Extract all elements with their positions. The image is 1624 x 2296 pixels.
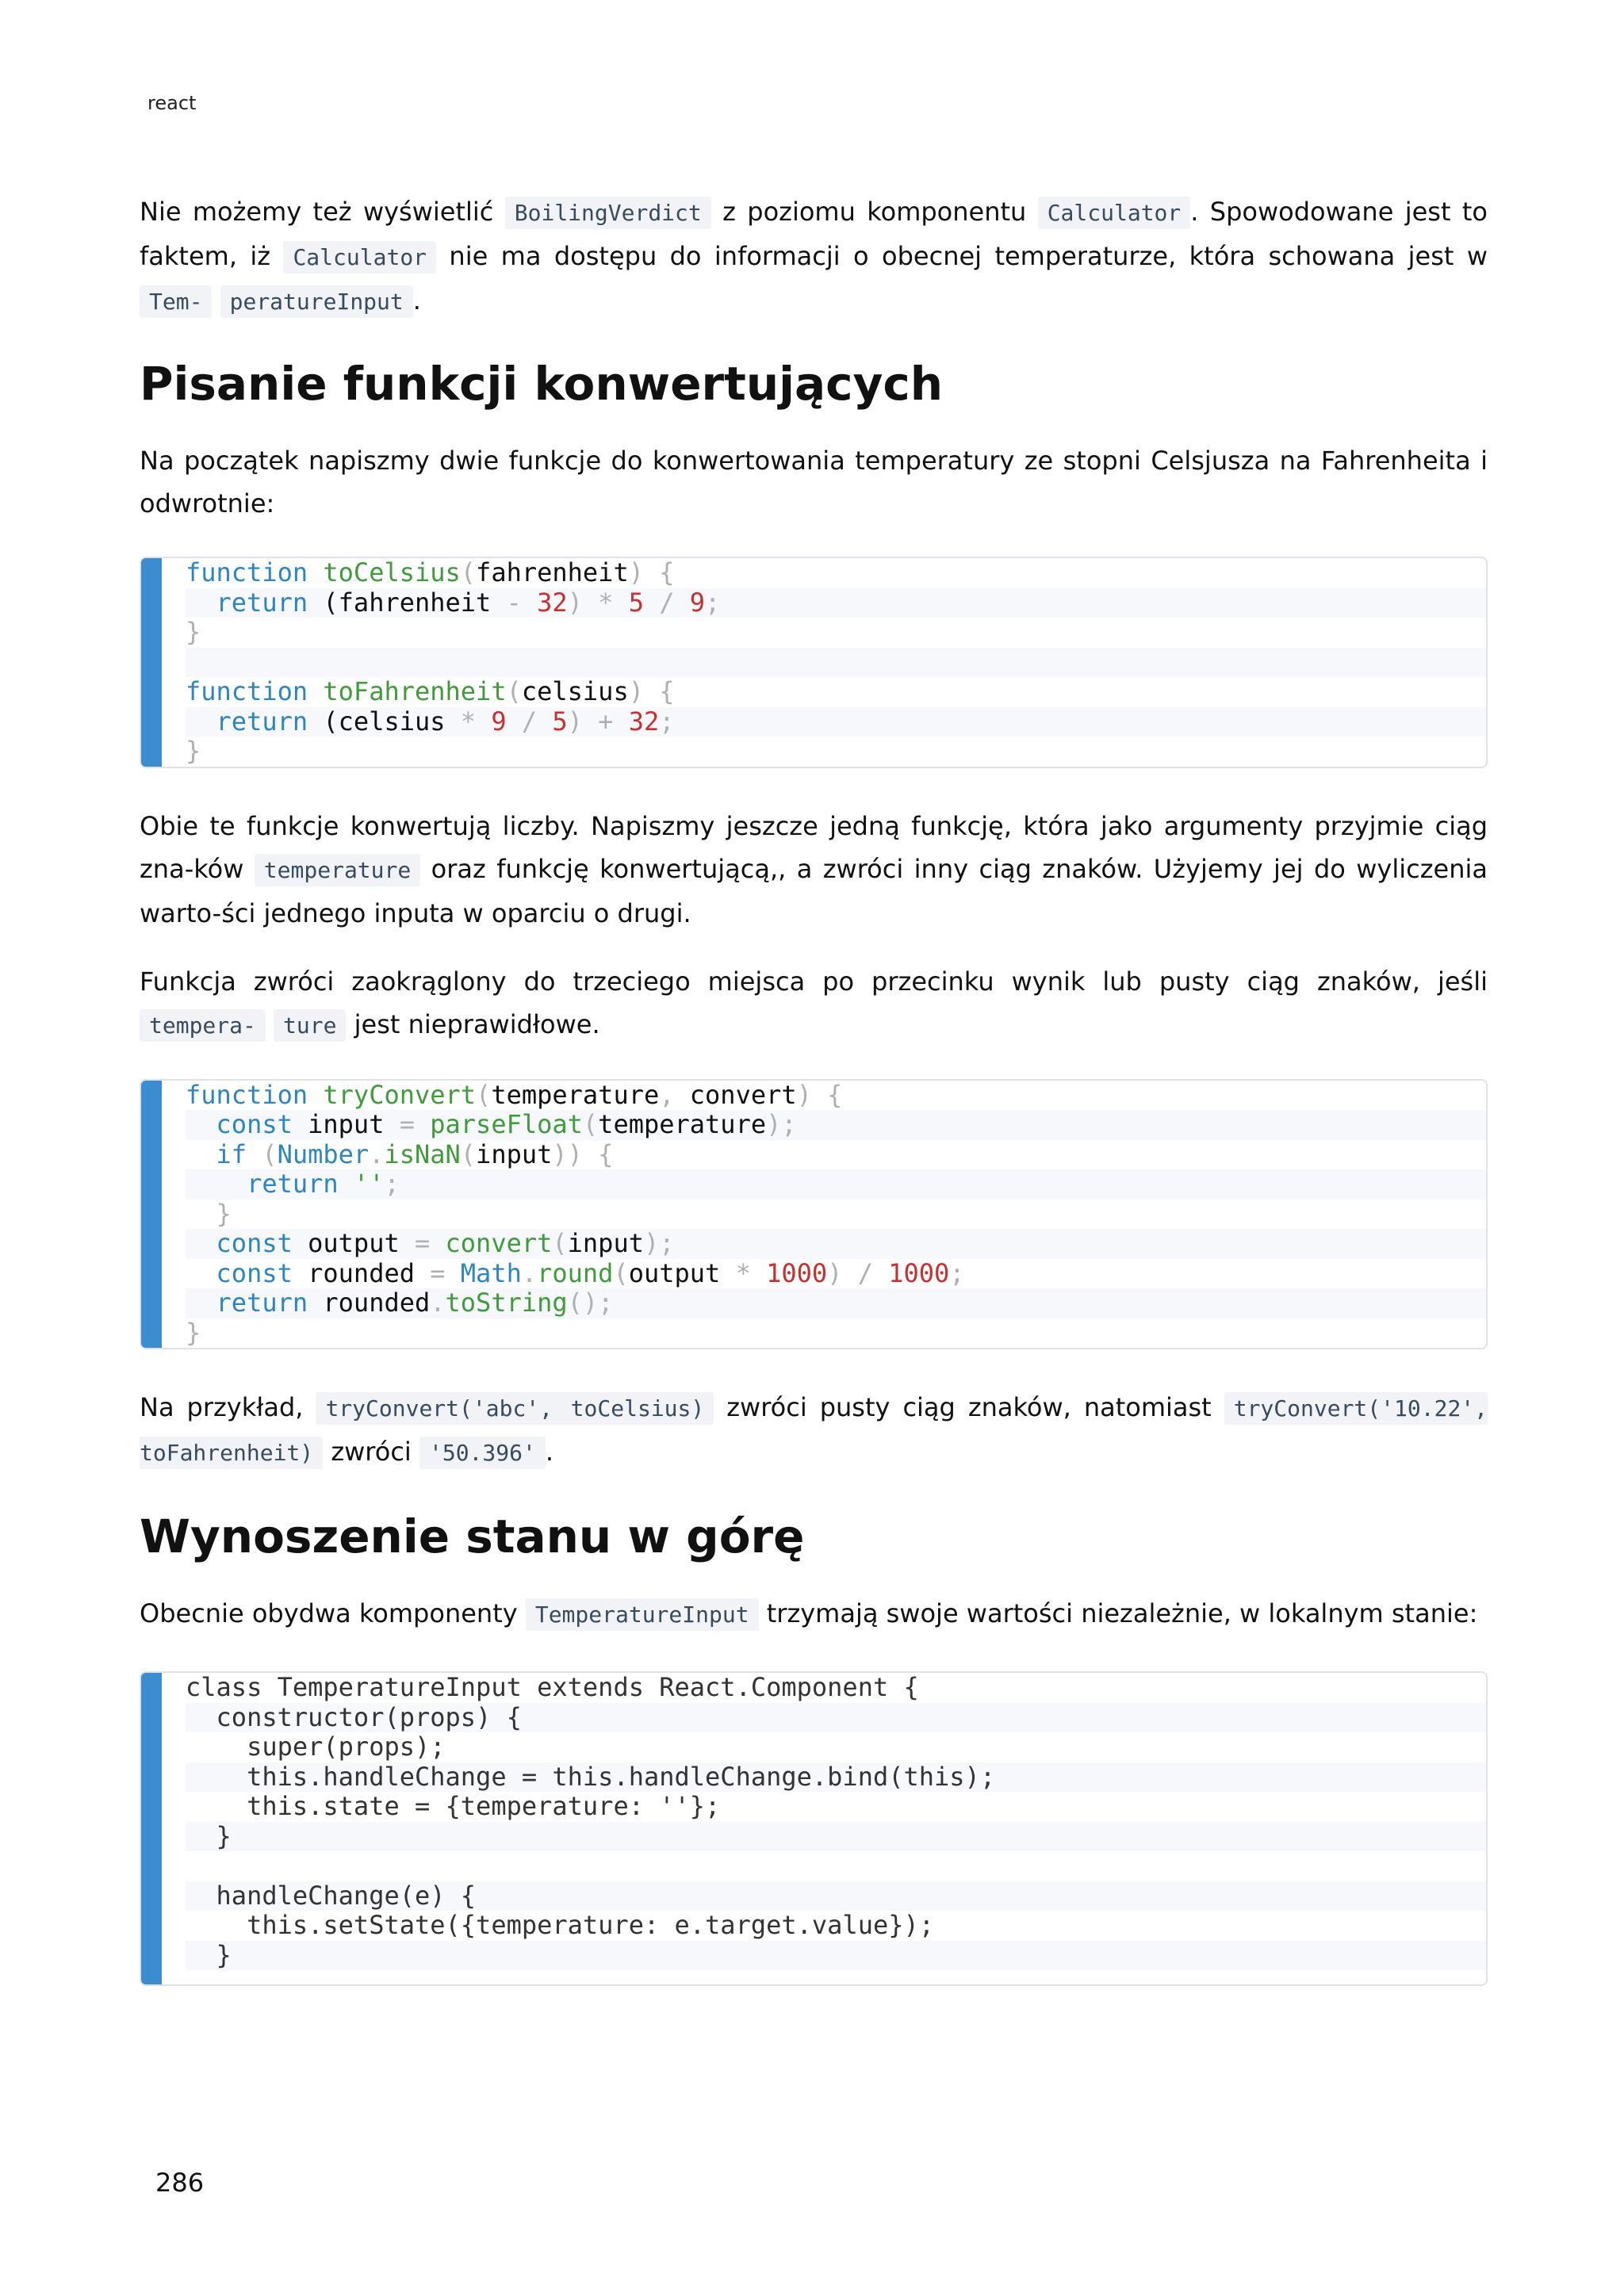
text: Obecnie obydwa komponenty: [140, 1598, 526, 1628]
code-block-temperature-input: [140, 1671, 1488, 1986]
code-line: }: [216, 1198, 232, 1229]
code-line: const input = parseFloat(temperature);: [186, 1110, 1486, 1140]
text: trzymają swoje wartości niezależnie, w lokalnym stanie:: [758, 1598, 1478, 1628]
code-line: }: [186, 1941, 1486, 1971]
code-line: constructor(props) {: [186, 1703, 1486, 1733]
inline-code: peratureInput: [220, 285, 413, 318]
code-line: return (fahrenheit - 32) * 5 / 9;: [186, 588, 1486, 618]
code-line: const output = convert(input);: [186, 1229, 1486, 1259]
code-line: }: [186, 1822, 1486, 1852]
code-line: [186, 648, 1486, 678]
code-line: return rounded.toString();: [186, 1288, 1486, 1318]
code-line: this.state = {temperature: ''};: [186, 1791, 721, 1821]
code-line: class TemperatureInput extends React.Component {: [186, 1672, 919, 1702]
inline-code: Calculator: [283, 241, 436, 274]
section-heading: Wynoszenie stanu w górę: [140, 1510, 805, 1563]
paragraph-1: [140, 190, 1488, 323]
code-content: [141, 1081, 1486, 1349]
text: Na przykład,: [140, 1392, 316, 1422]
text: . Spowodowane jest to faktem, iż: [140, 197, 1488, 271]
paragraph-5: [140, 1386, 1488, 1475]
code-line: handleChange(e) {: [186, 1881, 1486, 1911]
page-content: [140, 190, 1488, 1986]
inline-code: temperature: [255, 854, 420, 886]
code-line: function tryConvert(temperature, convert) {: [186, 1079, 843, 1110]
code-content: [141, 558, 1486, 767]
code-block-try-convert: [140, 1079, 1488, 1350]
code-block-conversion-functions: [140, 557, 1488, 768]
text: Funkcja zwróci zaokrąglony do trzeciego miejsca po przecinku wynik lub pusty ciąg znaków, jeśli: [140, 966, 1488, 997]
text: nie ma dostępu do informacji o obecnej temperaturze, która schowana jest w: [436, 241, 1488, 271]
code-line: }: [186, 1317, 201, 1348]
inline-code: TemperatureInput: [526, 1598, 759, 1631]
code-line: const rounded = Math.round(output * 1000) / 1000;: [216, 1257, 965, 1288]
code-line: if (Number.isNaN(input)) {: [216, 1138, 614, 1169]
text: .: [545, 1437, 554, 1467]
inline-code: Tem-: [140, 285, 212, 318]
code-line: return '';: [186, 1169, 1486, 1200]
code-line: }: [186, 736, 201, 766]
code-block-accent-bar: [141, 1673, 162, 1984]
code-block-accent-bar: [141, 1081, 162, 1349]
inline-code: tempera-: [140, 1009, 266, 1042]
text: Nie możemy też wyświetlić: [140, 197, 505, 227]
code-line: this.handleChange = this.handleChange.bind(this);: [186, 1762, 1486, 1793]
text: .: [412, 285, 421, 316]
paragraph-3: [140, 805, 1488, 935]
paragraph-6: [140, 1592, 1488, 1636]
text: Obie te funkcje konwertują liczby. Napiszmy jeszcze jedną funkcję, która jako argumenty przyjmie ciąg zna-ków: [140, 810, 1488, 884]
inline-code: Calculator: [1038, 197, 1191, 229]
inline-code: ture: [274, 1009, 346, 1042]
page-number: 286: [155, 2168, 205, 2198]
text: oraz funkcję konwertującą,, a zwróci inny ciąg znaków. Użyjemy jej do wyliczenia warto-ści jednego inputa w oparciu o drugi.: [140, 853, 1488, 928]
paragraph-2: Na początek napiszmy dwie funkcje do konwertowania temperatury ze stopni Celsjusza na Fahrenheita i odwrotnie:: [140, 446, 1488, 519]
inline-code: '50.396': [419, 1437, 546, 1469]
running-header: react: [147, 92, 197, 114]
code-line: this.setState({temperature: e.target.value});: [186, 1910, 935, 1940]
code-line: function toFahrenheit(celsius) {: [186, 676, 675, 706]
code-line: [186, 1851, 1486, 1881]
code-line: function toCelsius(fahrenheit) {: [186, 557, 675, 587]
inline-code: BoilingVerdict: [505, 197, 711, 229]
code-line: super(props);: [186, 1732, 446, 1762]
text: jest nieprawidłowe.: [346, 1008, 600, 1039]
inline-code: tryConvert('10.22', toFahrenheit): [140, 1392, 1488, 1469]
code-line: return (celsius * 9 / 5) + 32;: [186, 707, 1486, 737]
code-line: }: [186, 617, 201, 647]
text: zwróci: [323, 1437, 419, 1467]
text: zwróci pusty ciąg znaków, natomiast: [714, 1392, 1224, 1422]
code-content: [141, 1673, 1486, 1984]
text: z poziomu komponentu: [710, 197, 1038, 227]
section-heading: Pisanie funkcji konwertujących: [140, 357, 944, 411]
inline-code: tryConvert('abc', toCelsius): [316, 1392, 714, 1425]
paragraph-4: [140, 960, 1488, 1047]
code-block-accent-bar: [141, 558, 162, 767]
